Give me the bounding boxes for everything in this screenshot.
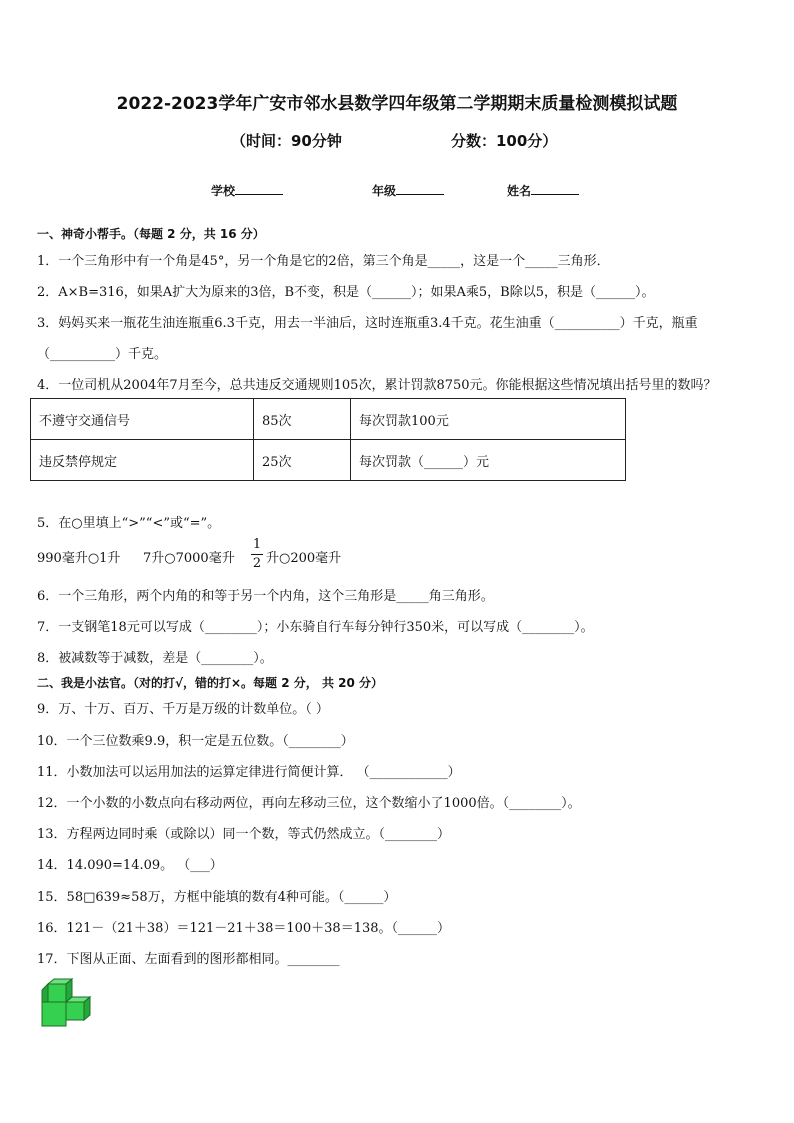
question-2: 2．A×B=316，如果A扩大为原来的3倍，B不变，积是（______）；如果A乘5，B除以5，积是（______）。 (37, 285, 655, 300)
table-row (31, 440, 626, 481)
question-3-cont: （__________）千克。 (37, 347, 168, 362)
table-cell: 不遵守交通信号 (31, 399, 254, 440)
question-8: 8．被减数等于减数，差是（________）。 (37, 651, 273, 666)
exam-time: （时间：90分钟 (231, 132, 342, 150)
exam-score: 分数：100分） (451, 132, 558, 150)
question-5-part-b: 7升○7000毫升 (143, 551, 235, 566)
question-5-part-a: 990毫升○1升 (37, 551, 121, 566)
table-row (31, 399, 626, 440)
table-cell: 每次罚款（______）元 (351, 440, 626, 481)
table-cell: 每次罚款100元 (351, 399, 626, 440)
question-1: 1．一个三角形中有一个角是45°，另一个角是它的2倍，第三个角是_____，这是一个_____三角形． (37, 254, 610, 269)
section-2-heading: 二、我是小法官。（对的打√，错的打×。每题 2 分， 共 20 分） (37, 676, 383, 690)
fraction-denominator: 2 (252, 556, 262, 571)
question-7: 7．一支钢笔18元可以写成（________）；小东骑自行车每分钟行350米，可以写成（________）。 (37, 620, 594, 635)
name-field[interactable] (507, 182, 579, 199)
name-label: 姓名 (507, 184, 532, 198)
grade-label: 年级 (372, 184, 397, 198)
school-field[interactable] (211, 182, 283, 199)
fraction-one-half (251, 536, 263, 573)
exam-title: 2022-2023学年广安市邻水县数学四年级第二学期期末质量检测模拟试题 (116, 94, 678, 114)
question-11: 11．小数加法可以运用加法的运算定律进行简便计算． （____________） (37, 765, 461, 780)
question-3: 3．妈妈买来一瓶花生油连瓶重6.3千克，用去一半油后，这时连瓶重3.4千克。花生油重（__________）千克，瓶重 (37, 316, 698, 331)
school-label: 学校 (211, 184, 236, 198)
question-12: 12．一个小数的小数点向右移动两位，再向左移动三位，这个数缩小了1000倍。（________）。 (37, 796, 581, 811)
stacked-green-cubes-icon (38, 978, 108, 1030)
question-6: 6．一个三角形，两个内角的和等于另一个内角，这个三角形是_____角三角形。 (37, 589, 494, 604)
grade-field[interactable] (372, 182, 444, 199)
table-cell: 25次 (254, 440, 351, 481)
question-15: 15．58□639≈58万，方框中能填的数有4种可能。（______） (37, 890, 397, 905)
violation-table (30, 398, 626, 481)
question-17: 17．下图从正面、左面看到的图形都相同。________ (37, 952, 340, 967)
question-9: 9．万、十万、百万、千万是万级的计数单位。（ ） (37, 702, 329, 717)
question-14: 14．14.090=14.09。 （___） (37, 858, 223, 873)
question-5: 5．在○里填上“>”“<”或“=”。 (37, 516, 221, 531)
fraction-numerator: 1 (252, 537, 262, 552)
question-16: 16．121－（21＋38）＝121－21＋38＝100＋38＝138。（______） (37, 921, 451, 936)
table-cell: 85次 (254, 399, 351, 440)
question-5-part-c: 升○200毫升 (266, 551, 342, 566)
question-13: 13．方程两边同时乘（或除以）同一个数，等式仍然成立。（________） (37, 827, 451, 842)
section-1-heading: 一、神奇小帮手。（每题 2 分，共 16 分） (37, 227, 265, 241)
table-cell: 违反禁停规定 (31, 440, 254, 481)
question-10: 10．一个三位数乘9.9，积一定是五位数。（________） (37, 734, 354, 749)
question-4: 4．一位司机从2004年7月至今，总共违反交通规则105次，累计罚款8750元。你能根据这些情况填出括号里的数吗？ (37, 378, 717, 393)
